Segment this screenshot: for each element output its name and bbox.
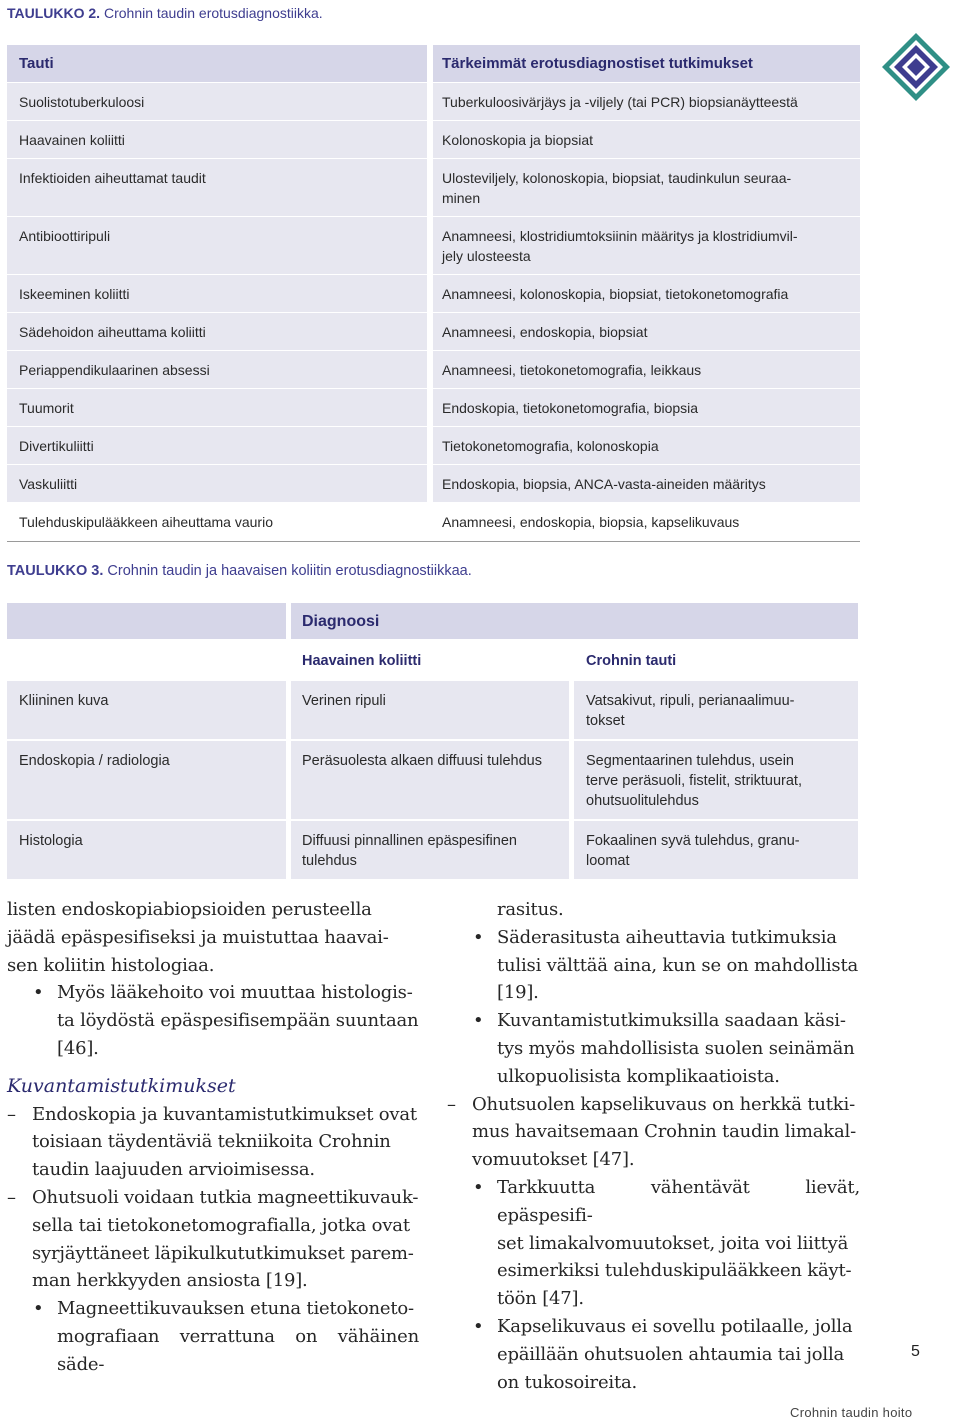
line: tulisi välttää aina, kun se on mahdollista <box>497 954 859 976</box>
bullet-item <box>447 1174 860 1313</box>
line: [19]. <box>497 982 539 1004</box>
line: Myös lääkehoito voi muuttaa histologis- <box>57 982 413 1004</box>
line: set limakalvomuutokset, joita voi liittyä <box>497 1232 849 1254</box>
uc-cell: Verinen ripuli <box>291 681 569 739</box>
dash-item <box>7 1101 419 1184</box>
line: on tukosoireita. <box>497 1371 638 1393</box>
tests-cell: Anamneesi, endoskopia, biopsia, kapselikuvaus <box>442 514 740 530</box>
disease-cell: Divertikuliitti <box>7 427 427 464</box>
tests-cell: Endoskopia, tietokonetomografia, biopsia <box>433 389 860 426</box>
line: Kuvantamistutkimuksilla saadaan käsi- <box>497 1010 846 1032</box>
diamond-logo-icon <box>880 31 952 103</box>
table-row <box>7 427 860 465</box>
body-column-right <box>447 896 860 1396</box>
tests-cell: Tietokonetomografia, kolonoskopia <box>433 427 860 464</box>
line: Anamneesi, klostridiumtoksiinin määritys ja klostridiumvil- <box>442 228 798 244</box>
line: sen koliitin histologiaa. <box>7 954 215 976</box>
table-row <box>7 83 860 121</box>
line: [46]. <box>57 1037 99 1059</box>
tests-cell: Tuberkuloosivärjäys ja -viljely (tai PCR) biopsianäytteestä <box>433 83 860 120</box>
line: Vatsakivut, ripuli, perianaalimuu- <box>586 693 795 709</box>
bullet-continuation <box>447 896 860 924</box>
paragraph <box>7 896 419 979</box>
bullet-marker: • <box>473 1176 484 1198</box>
line: tokset <box>586 713 625 729</box>
table3-corner-cell <box>7 603 286 639</box>
table3-header-uc: Haavainen koliitti <box>302 653 422 669</box>
table3-caption: TAULUKKO 3. Crohnin taudin ja haavaisen koliitin erotusdiagnostiikkaa. <box>7 563 472 579</box>
row-label: Kliininen kuva <box>7 681 286 739</box>
uc-cell: Peräsuolesta alkaen diffuusi tulehdus <box>291 741 569 819</box>
line: listen endoskopiabiopsioiden perusteella <box>7 899 372 920</box>
line: vomuutokset [47]. <box>472 1149 635 1171</box>
disease-cell: Sädehoidon aiheuttama koliitti <box>7 313 427 350</box>
table3-header-row <box>7 641 858 679</box>
table-row <box>7 351 860 389</box>
bullet-item <box>447 1007 860 1090</box>
line: mografiaan verrattuna on vähäinen säde- <box>57 1325 419 1375</box>
cd-cell <box>574 821 858 879</box>
table2-header-disease: Tauti <box>7 45 427 82</box>
section-heading: Kuvantamistutkimukset <box>7 1074 236 1097</box>
bullet-item <box>447 924 860 1007</box>
table3-empty-header <box>7 641 286 679</box>
table-row <box>7 465 860 503</box>
page-number: 5 <box>911 1343 920 1360</box>
line: jely ulosteesta <box>442 248 531 264</box>
line: taudin laajuuden arvioimisessa. <box>32 1159 315 1181</box>
tests-cell <box>433 159 860 216</box>
row-label: Endoskopia / radiologia <box>7 741 286 819</box>
line: Ulosteviljely, kolonoskopia, biopsiat, taudinkulun seuraa- <box>442 170 792 186</box>
line: epäillään ohutsuolen ahtaumia tai jolla <box>497 1343 845 1365</box>
table-row <box>7 681 858 739</box>
dash-item <box>447 1091 860 1174</box>
disease-cell: Vaskuliitti <box>7 465 427 502</box>
disease-cell: Antibioottiripuli <box>7 217 427 274</box>
line: Fokaalinen syvä tulehdus, granu- <box>586 833 800 849</box>
table-row <box>7 741 858 819</box>
tests-cell: Anamneesi, kolonoskopia, biopsiat, tietokonetomografia <box>433 275 860 312</box>
table-row <box>7 159 860 217</box>
table3-diagnosis-row <box>7 603 858 639</box>
line: tys myös mahdollisista suolen seinämän <box>497 1037 855 1059</box>
line: ohutsuolitulehdus <box>586 793 699 809</box>
table2-header-tests: Tärkeimmät erotusdiagnostiset tutkimukset <box>433 45 860 82</box>
uc-cell <box>291 821 569 879</box>
table-row <box>7 275 860 313</box>
line: Diffuusi pinnallinen epäspesifinen <box>302 833 517 849</box>
cd-cell <box>574 681 858 739</box>
line: terve peräsuoli, fistelit, striktuurat, <box>586 773 802 789</box>
bullet-item <box>447 1313 860 1396</box>
table2-bottom-rule <box>7 541 860 542</box>
line: man herkkyyden ansiosta [19]. <box>32 1270 308 1292</box>
line: Ohutsuolen kapselikuvaus on herkkä tutki- <box>472 1093 855 1115</box>
bullet-marker: • <box>33 1298 44 1320</box>
line: Endoskopia ja kuvantamistutkimukset ovat <box>32 1103 417 1125</box>
disease-cell: Periappendikulaarinen absessi <box>7 351 427 388</box>
line: jäädä epäspesifiseksi ja muistuttaa haavai- <box>7 926 389 948</box>
table3 <box>7 603 858 879</box>
line: minen <box>442 190 481 206</box>
bullet-marker: • <box>473 1010 484 1032</box>
body-column-left <box>7 896 419 1379</box>
table3-header-cd: Crohnin tauti <box>586 653 677 669</box>
line: sella tai tietokonetomografialla, jotka ovat <box>32 1214 410 1236</box>
row-label: Histologia <box>7 821 286 879</box>
disease-cell: Infektioiden aiheuttamat taudit <box>7 159 427 216</box>
disease-cell: Haavainen koliitti <box>7 121 427 158</box>
line: syrjäyttäneet läpikulkututkimukset parem- <box>32 1242 414 1264</box>
tests-cell: Kolonoskopia ja biopsiat <box>433 121 860 158</box>
line: esimerkiksi tulehduskipulääkkeen käyt- <box>497 1260 852 1282</box>
table-row <box>7 217 860 275</box>
line: Segmentaarinen tulehdus, usein <box>586 753 794 769</box>
line: tulehdus <box>302 853 357 869</box>
table-row <box>7 821 858 879</box>
bullet-marker: • <box>473 1315 484 1337</box>
line: ulkopuolisista komplikaatioista. <box>497 1065 780 1087</box>
line: rasitus. <box>497 899 564 920</box>
line: Säderasitusta aiheuttavia tutkimuksia <box>497 926 837 948</box>
line: ta löydöstä epäspesifisempään suuntaan <box>57 1010 419 1032</box>
table-row <box>7 313 860 351</box>
table-row <box>7 503 860 541</box>
tests-cell: Endoskopia, biopsia, ANCA-vasta-aineiden määritys <box>433 465 860 502</box>
bullet-marker: • <box>473 926 484 948</box>
table2 <box>7 45 860 542</box>
dash-marker: – <box>7 1186 16 1208</box>
running-footer: Crohnin taudin hoito <box>790 1405 913 1420</box>
line: Kapselikuvaus ei sovellu potilaalle, jolla <box>497 1315 853 1337</box>
bullet-item <box>7 979 419 1062</box>
tests-cell: Anamneesi, tietokonetomografia, leikkaus <box>433 351 860 388</box>
table-row <box>7 121 860 159</box>
disease-cell: Iskeeminen koliitti <box>7 275 427 312</box>
line: Tarkkuutta vähentävät lievät, epäspesifi- <box>497 1176 860 1226</box>
dash-marker: – <box>7 1103 16 1125</box>
dash-marker: – <box>447 1093 456 1115</box>
line: Magneettikuvauksen etuna tietokoneto- <box>57 1298 414 1320</box>
tests-cell: Anamneesi, endoskopia, biopsiat <box>433 313 860 350</box>
disease-cell: Suolistotuberkuloosi <box>7 83 427 120</box>
table2-caption: TAULUKKO 2. Crohnin taudin erotusdiagnostiikka. <box>7 5 323 21</box>
line: Ohutsuoli voidaan tutkia magneettikuvauk- <box>32 1186 419 1208</box>
line: mus havaitsemaan Crohnin taudin limakal- <box>472 1121 856 1143</box>
bullet-item <box>7 1295 419 1378</box>
table2-header-row <box>7 45 860 83</box>
line: loomat <box>586 853 630 869</box>
table3-diagnosis-header: Diagnoosi <box>291 603 858 639</box>
dash-item <box>7 1184 419 1295</box>
tests-cell <box>433 217 860 274</box>
cd-cell <box>574 741 858 819</box>
bullet-marker: • <box>33 982 44 1004</box>
table-row <box>7 389 860 427</box>
disease-cell: Tulehduskipulääkkeen aiheuttama vaurio <box>19 514 273 530</box>
line: töön [47]. <box>497 1288 584 1310</box>
disease-cell: Tuumorit <box>7 389 427 426</box>
line: toisiaan täydentäviä tekniikoita Crohnin <box>32 1131 391 1153</box>
